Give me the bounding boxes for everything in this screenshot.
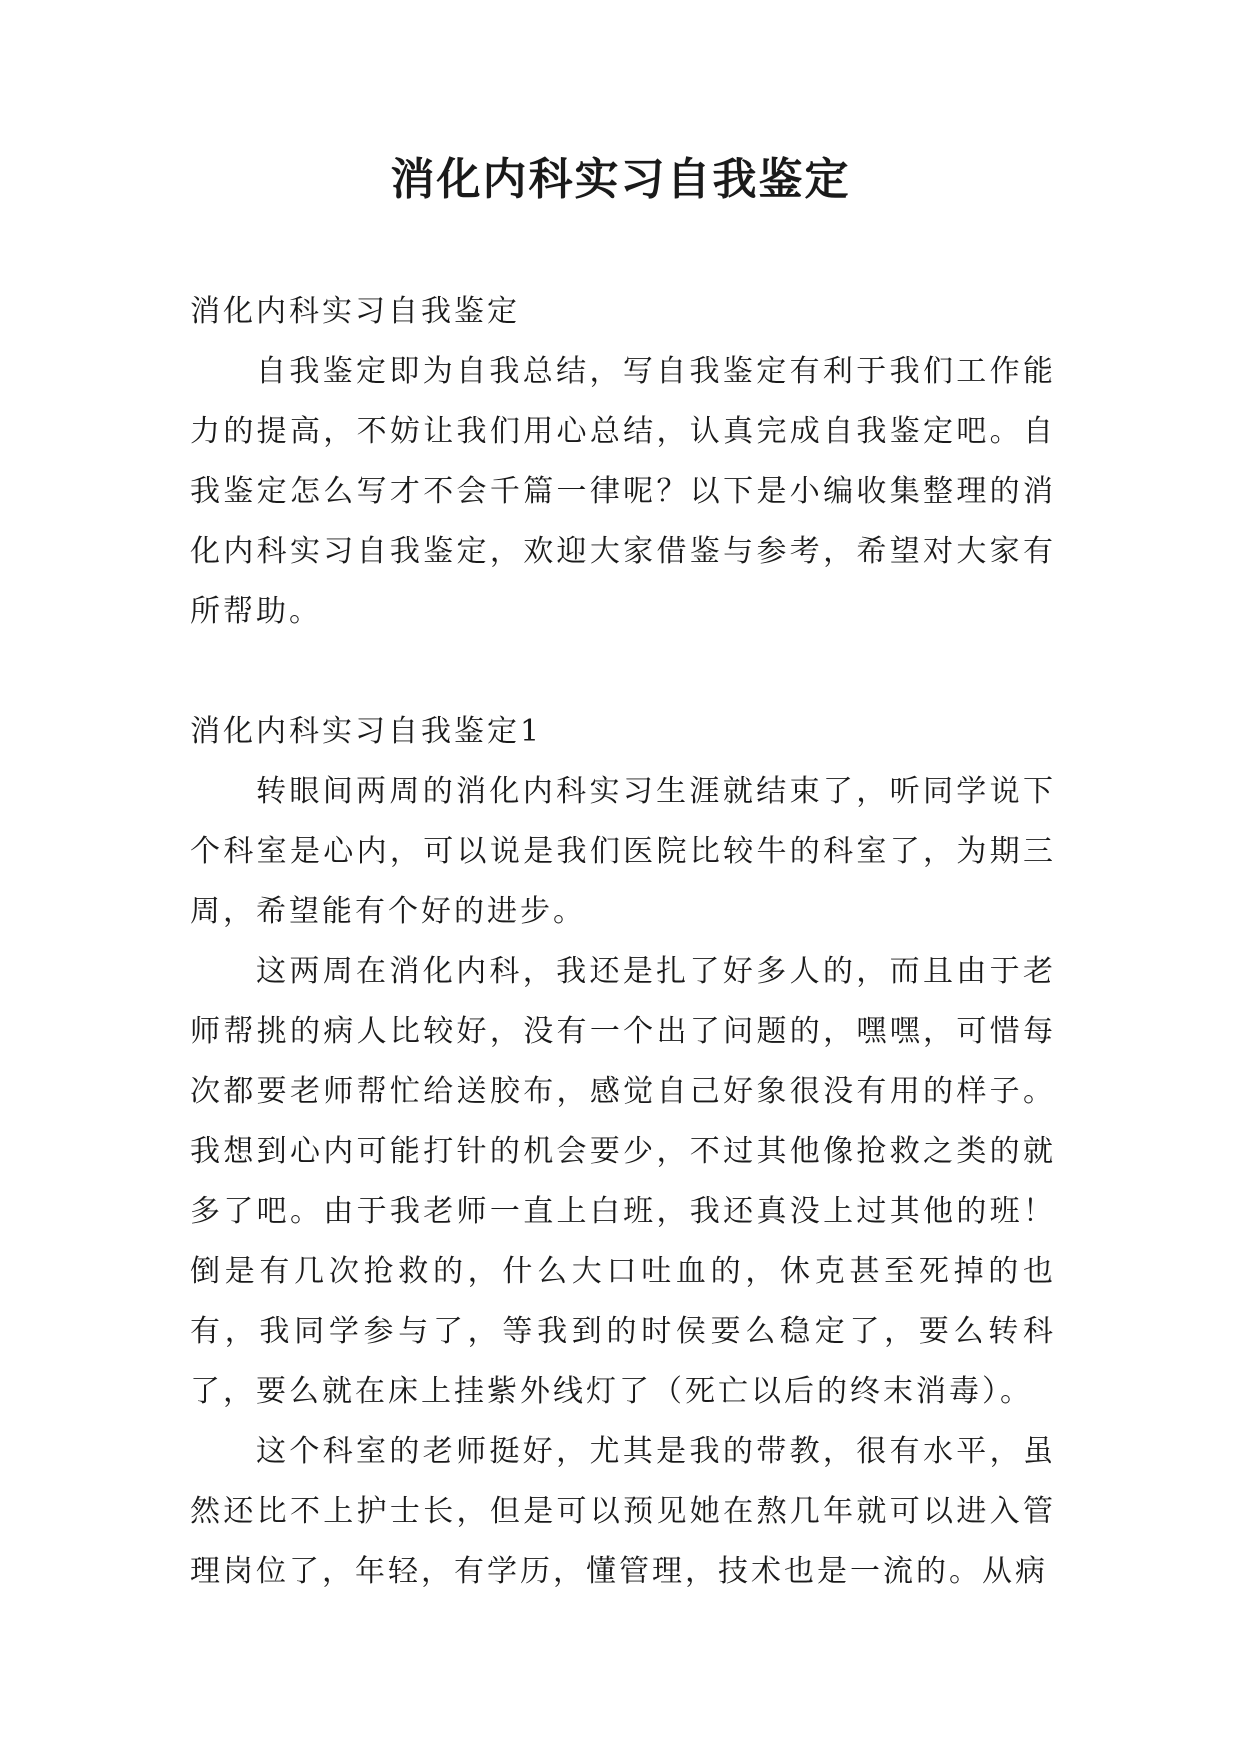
section-spacer <box>190 642 1056 702</box>
document-subtitle: 消化内科实习自我鉴定 <box>190 294 520 329</box>
section-heading: 消化内科实习自我鉴定1 <box>190 714 543 749</box>
document-title: 消化内科实习自我鉴定 <box>390 154 851 205</box>
body-paragraph-1: 转眼间两周的消化内科实习生涯就结束了，听同学说下个科室是心内，可以说是我们医院比较牛的科室了，为期三周，希望能有个好的进步。 <box>190 774 1056 929</box>
body-paragraph-3: 这个科室的老师挺好，尤其是我的带教，很有水平，虽然还比不上护士长，但是可以预见她在熬几年就可以进入管理岗位了，年轻，有学历，懂管理，技术也是一流的。从病 <box>190 1434 1056 1589</box>
intro-paragraph: 自我鉴定即为自我总结，写自我鉴定有利于我们工作能力的提高，不妨让我们用心总结，认真完成自我鉴定吧。自我鉴定怎么写才不会千篇一律呢？以下是小编收集整理的消化内科实习自我鉴定，欢迎大家借鉴与参考，希望对大家有所帮助。 <box>190 354 1056 629</box>
body-paragraph-2: 这两周在消化内科，我还是扎了好多人的，而且由于老师帮挑的病人比较好，没有一个出了问题的，嘿嘿，可惜每次都要老师帮忙给送胶布，感觉自己好象很没有用的样子。我想到心内可能打针的机会要少，不过其他像抢救之类的就多了吧。由于我老师一直上白班，我还真没上过其他的班！倒是有几次抢救的，什么大口吐血的，休克甚至死掉的也有，我同学参与了，等我到的时侯要么稳定了，要么转科了，要么就在床上挂紫外线灯了（死亡以后的终末消毒）。 <box>190 954 1056 1409</box>
document-body <box>190 282 1056 1602</box>
